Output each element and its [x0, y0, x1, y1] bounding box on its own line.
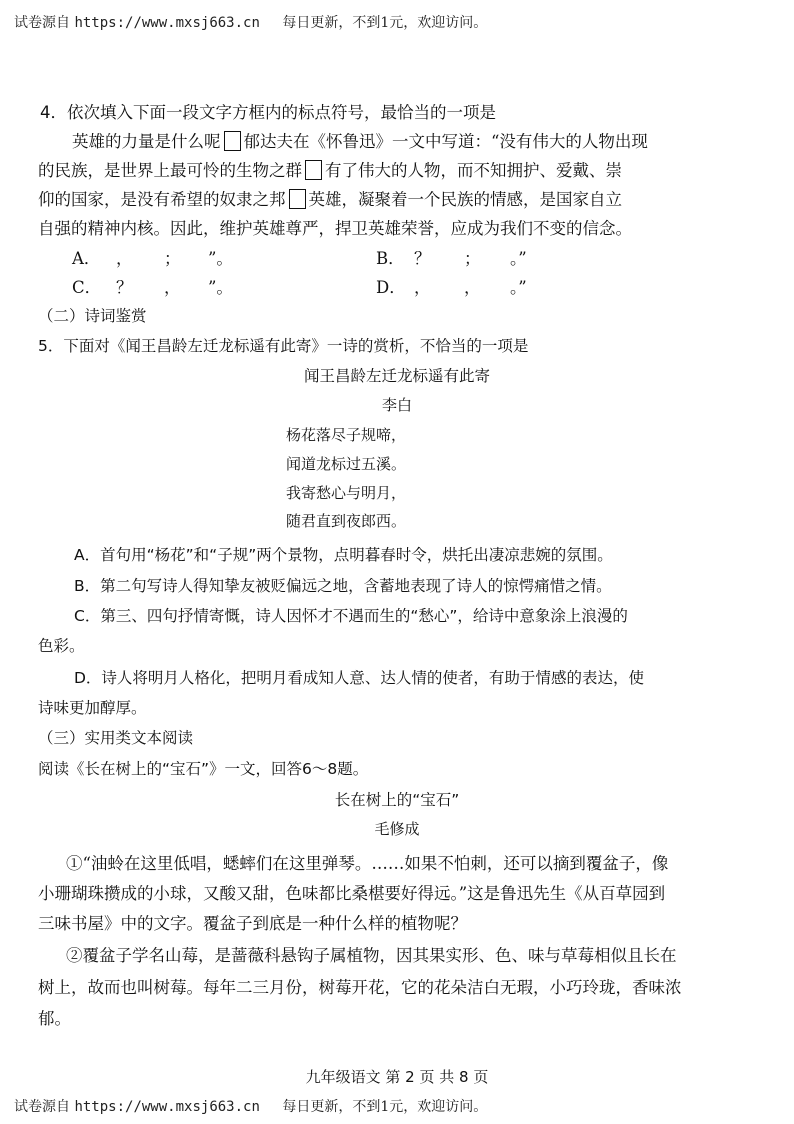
option-mark: ，	[164, 278, 181, 297]
q4-line1-a: 英雄的力量是什么呢	[72, 132, 221, 151]
q5-option-c: C．第三、四句抒情寄慨，诗人因怀才不遇而生的“愁心”，给诗中意象涂上浪漫的	[74, 607, 628, 625]
poem-author: 李白	[381, 396, 412, 414]
watermark-site: 试卷源自	[14, 15, 70, 31]
option-label: C．	[72, 278, 102, 297]
q5-option-d-cont: 诗味更加醇厚。	[38, 699, 147, 717]
q4-line2	[38, 157, 622, 181]
watermark-slogan: 每日更新，不到1元，欢迎访问。	[282, 1099, 488, 1115]
option-mark: ？	[116, 278, 133, 297]
poem-line-4: 随君直到夜郎西。	[286, 512, 407, 530]
blank-box	[305, 160, 322, 180]
section3-heading: （三）实用类文本阅读	[38, 729, 194, 747]
option-mark: ？	[414, 249, 431, 268]
paragraph-2-line-3: 郁。	[38, 1009, 71, 1028]
option-mark: ，	[116, 249, 133, 268]
option-label: B．	[376, 249, 405, 268]
paragraph-1-line-1: ①“油蛉在这里低唱，蟋蟀们在这里弹琴。……如果不怕刺，还可以摘到覆盆子，像	[66, 854, 669, 873]
q4-line3-a: 仰的国家，是没有希望的奴隶之邦	[38, 190, 286, 209]
q5-option-b: B．第二句写诗人得知挚友被贬偏远之地，含蓄地表现了诗人的惊愕痛惜之情。	[74, 577, 612, 595]
option-mark: 。”	[510, 278, 527, 297]
q4-line1-b: 郁达夫在《怀鲁迅》一文中写道：“没有伟大的人物出现	[243, 132, 648, 151]
option-mark: ”。	[208, 249, 233, 268]
q5-option-d: D．诗人将明月人格化，把明月看成知人意、达人情的使者，有助于情感的表达，使	[74, 669, 644, 687]
page-number: 九年级语文 第 2 页 共 8 页	[305, 1068, 489, 1086]
watermark-site: 试卷源自	[14, 1099, 70, 1115]
watermark-url: https://www.mxsj663.cn	[74, 15, 260, 31]
q4-line3	[38, 186, 622, 210]
option-mark: 。”	[510, 249, 527, 268]
blank-box	[289, 189, 306, 209]
article-author: 毛修成	[374, 820, 420, 838]
q5-option-a: A．首句用“杨花”和“子规”两个景物，点明暮春时令，烘托出凄凉悲婉的氛围。	[74, 546, 613, 564]
q4-line3-b: 英雄，凝聚着一个民族的情感，是国家自立	[308, 190, 622, 209]
q4-option-c	[72, 274, 233, 298]
q4-line2-a: 的民族，是世界上最可怜的生物之群	[38, 161, 302, 180]
watermark-bottom	[14, 1096, 487, 1116]
watermark-top	[14, 12, 487, 32]
q4-option-a	[72, 245, 233, 269]
paragraph-1-line-3: 三味书屋》中的文字。覆盆子到底是一种什么样的植物呢？	[38, 914, 467, 933]
q5-option-c-cont: 色彩。	[38, 637, 85, 655]
q4-stem: 4．依次填入下面一段文字方框内的标点符号，最恰当的一项是	[40, 103, 496, 122]
section2-heading: （二）诗词鉴赏	[38, 307, 147, 325]
paragraph-1-line-2: 小珊瑚珠攒成的小球，又酸又甜，色味都比桑椹要好得远。”这是鲁迅先生《从百草园到	[38, 884, 666, 903]
q4-option-b	[376, 245, 527, 269]
q4-line2-b: 有了伟大的人物，而不知拥护、爱戴、崇	[325, 161, 622, 180]
watermark-url: https://www.mxsj663.cn	[74, 1099, 260, 1115]
blank-box	[224, 131, 241, 151]
q5-stem: 5．下面对《闻王昌龄左迁龙标遥有此寄》一诗的赏析，不恰当的一项是	[38, 337, 529, 355]
q4-option-d	[376, 274, 527, 298]
poem-line-3: 我寄愁心与明月，	[286, 484, 407, 502]
poem-line-2: 闻道龙标过五溪。	[286, 455, 407, 473]
option-mark: ，	[464, 278, 481, 297]
watermark-slogan: 每日更新，不到1元，欢迎访问。	[282, 15, 488, 31]
option-mark: ”。	[208, 278, 233, 297]
option-label: A．	[72, 249, 101, 268]
poem-title: 闻王昌龄左迁龙标遥有此寄	[303, 367, 490, 385]
poem-line-1: 杨花落尽子规啼，	[286, 426, 407, 444]
option-mark: ，	[414, 278, 431, 297]
option-mark: ；	[464, 249, 481, 268]
option-mark: ；	[164, 249, 181, 268]
q4-line1	[72, 128, 648, 152]
article-title: 长在树上的“宝石”	[334, 791, 460, 809]
option-label: D．	[376, 278, 406, 297]
paragraph-2-line-1: ②覆盆子学名山莓，是蔷薇科悬钩子属植物，因其果实形、色、味与草莓相似且长在	[66, 946, 677, 965]
q4-line4: 自强的精神内核。因此，维护英雄尊严，捍卫英雄荣誉，应成为我们不变的信念。	[38, 219, 632, 238]
paragraph-2-line-2: 树上，故而也叫树莓。每年二三月份，树莓开花，它的花朵洁白无瑕，小巧玲珑，香味浓	[38, 978, 682, 997]
section3-intro: 阅读《长在树上的“宝石”》一文，回答6～8题。	[38, 760, 369, 778]
